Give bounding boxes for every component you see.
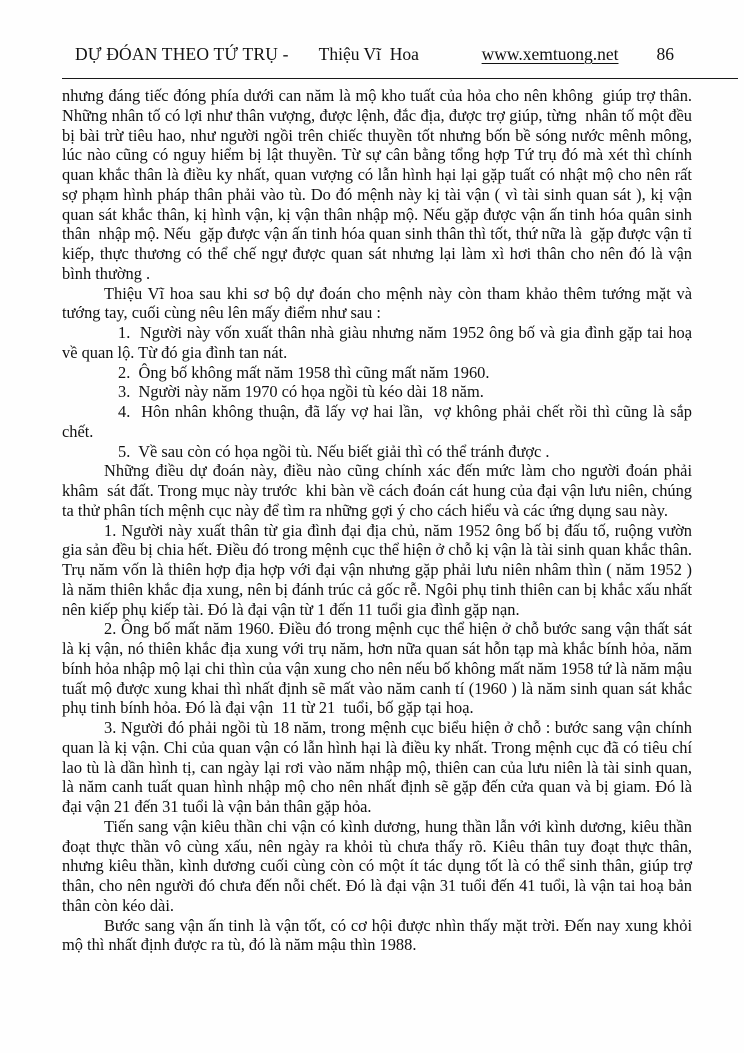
- paragraph: 1. Người này xuất thân từ gia đình đại địa chủ, năm 1952 ông bố bị đấu tố, ruộng vườn gia sản đều bị chia hết. Điều đó trong mệnh cục thể hiện ở chỗ kị vận là tài sinh quan khắc thân. Trụ năm vốn là thiên hợp địa hợp với đại vận nhưng gặp phải lưu niên nhâm thìn ( năm 1952 ) là năm thiên khắc địa xung, nên bị đánh trúc cả gốc rễ. Ngôi phụ tinh thiên can bị khắc xấu nhất nên kiếp phụ kiếp tài. Đó là đại vận từ 1 đến 11 tuổi gia đình gặp nạn.: [62, 520, 692, 619]
- book-title: DỰ ĐÓAN THEO TỨ TRỤ -: [75, 44, 289, 64]
- paragraph: 3. Người đó phải ngồi tù 18 năm, trong mệnh cục biểu hiện ở chỗ : bước sang vận chính quan là kị vận. Chi của quan vận có lẫn hình hại là điều ky nhất. Trong mệnh cục đã có tiêu chí lao tù là dần hình tị, can ngày lại rơi vào năm nhập mộ, thiên can của lưu niên là tài sinh quan, là năm canh tuất quan hình nhập mộ cho nên nhất định sẽ gặp đến cửa quan và bị giam. Đó là đại vận 21 đến 31 tuổi là vận bản thân gặp hỏa.: [62, 718, 692, 816]
- paragraph: Thiệu Vĩ hoa sau khi sơ bộ dự đoán cho mệnh này còn tham khảo thêm tướng mặt và tướng tay, cuối cùng nêu lên mấy điểm như sau :: [62, 283, 692, 323]
- paragraph: 2. Ông bố mất năm 1960. Điều đó trong mệnh cục thể hiện ở chỗ bước sang vận thất sát là kị vận, nó thiên khắc địa xung với trụ năm, hơn nữa quan sát hỗn tạp mà khắc bính hỏa, năm bính hỏa nhập mộ lại chi thìn của vận xung cho nên nếu bố không mất năm 1958 tứ là năm mậu tuất mộ được xung khai thì nhất định sẽ mất vào năm canh tí (1960 ) là năm sinh quan sát khắc phụ tinh bính hỏa. Đó là đại vận 11 từ 21 tuổi, bố gặp tại hoạ.: [62, 619, 692, 718]
- paragraph: 1. Người này vốn xuất thân nhà giàu nhưng năm 1952 ông bố và gia đình gặp tai hoạ về quan lộ. Từ đó gia đình tan nát.: [62, 323, 692, 362]
- paragraph: Bước sang vận ấn tinh là vận tốt, có cơ hội được nhìn thấy mặt trời. Đến nay xung khỏi mộ thì nhất định được ra tù, đó là năm mậu thìn 1988.: [62, 915, 692, 955]
- paragraph: nhưng đáng tiếc đóng phía dưới can năm là mộ kho tuất của hỏa cho nên không giúp trợ thân. Những nhân tố có lợi như thân vượng, được lệnh, đắc địa, được trợ giúp, từng nhân tố một đều bị bài trừ tiêu hao, như người ngồi trên chiếc thuyền tốt nhưng bốn bề sóng nước mênh mông, lúc nào cũng có nguy hiểm bị lật thuyền. Từ sự cân bằng tổng hợp Tứ trụ đó mà xét thì chính quan khắc thân là điều ky nhất, quan vượng có lẫn hình hại lại gặp tuất có nhật mộ cho nên rất sợ phạm hình pháp thân phải vào tù. Do đó mệnh này kị tài vận ( vì tài sinh quan sát ), kị vận quan sát khắc thân, kị hình vận, kị vận thân nhập mộ. Nếu gặp được vận ấn tinh hóa quân sinh thân nhập mộ. Nếu gặp được vận ấn tinh hóa quan sinh thân thì tốt, thứ nữa là gặp được vận tỉ kiếp, thực thương có thể chế ngự được quan sát nhưng lại làm xì hơi thân cho nên đó là vận bình thường .: [62, 86, 692, 283]
- paragraph: 5. Về sau còn có họa ngồi tù. Nếu biết giải thì có thể tránh được .: [118, 441, 550, 461]
- paragraph: 2. Ông bố không mất năm 1958 thì cũng mất năm 1960.: [118, 362, 490, 382]
- page-body: [62, 86, 692, 955]
- paragraph: 3. Người này năm 1970 có họa ngồi tù kéo dài 18 năm.: [118, 382, 484, 402]
- paragraph: Tiến sang vận kiêu thần chi vận có kình dương, hung thần lẫn với kình dương, kiêu thần đoạt thực thần vô cùng xấu, nên ngày ra khỏi tù chưa thấy rõ. Kiêu thân tuy đoạt thực thân, nhưng kiêu thần, kình dương cuối cùng còn có một ít tác dụng tốt là có thể sinh thân, giúp trợ thân, cho nên người đó chưa đến nỗi chết. Đó là đại vận 31 tuổi đến 41 tuổi, là vận tai hoạ bản thân còn kéo dài.: [62, 816, 692, 915]
- page-number: 86: [656, 44, 674, 64]
- header-divider: [62, 78, 738, 79]
- paragraph: 4. Hôn nhân không thuận, đã lấy vợ hai lần, vợ không phải chết rồi thì cũng là sắp chết.: [62, 402, 692, 441]
- page-header: [75, 44, 702, 65]
- paragraph: Những điều dự đoán này, điều nào cũng chính xác đến mức làm cho người đoán phải khâm sát đất. Trong mục này trước khi bàn về cách đoán cát hung của đại vận lưu niên, chúng ta thử phân tích mệnh cục này để tìm ra những gợi ý cho cách hiểu và các ứng dụng sau này.: [62, 461, 692, 520]
- author-name: Thiệu Vĩ Hoa: [318, 44, 419, 64]
- website-link[interactable]: www.xemtuong.net: [481, 44, 619, 64]
